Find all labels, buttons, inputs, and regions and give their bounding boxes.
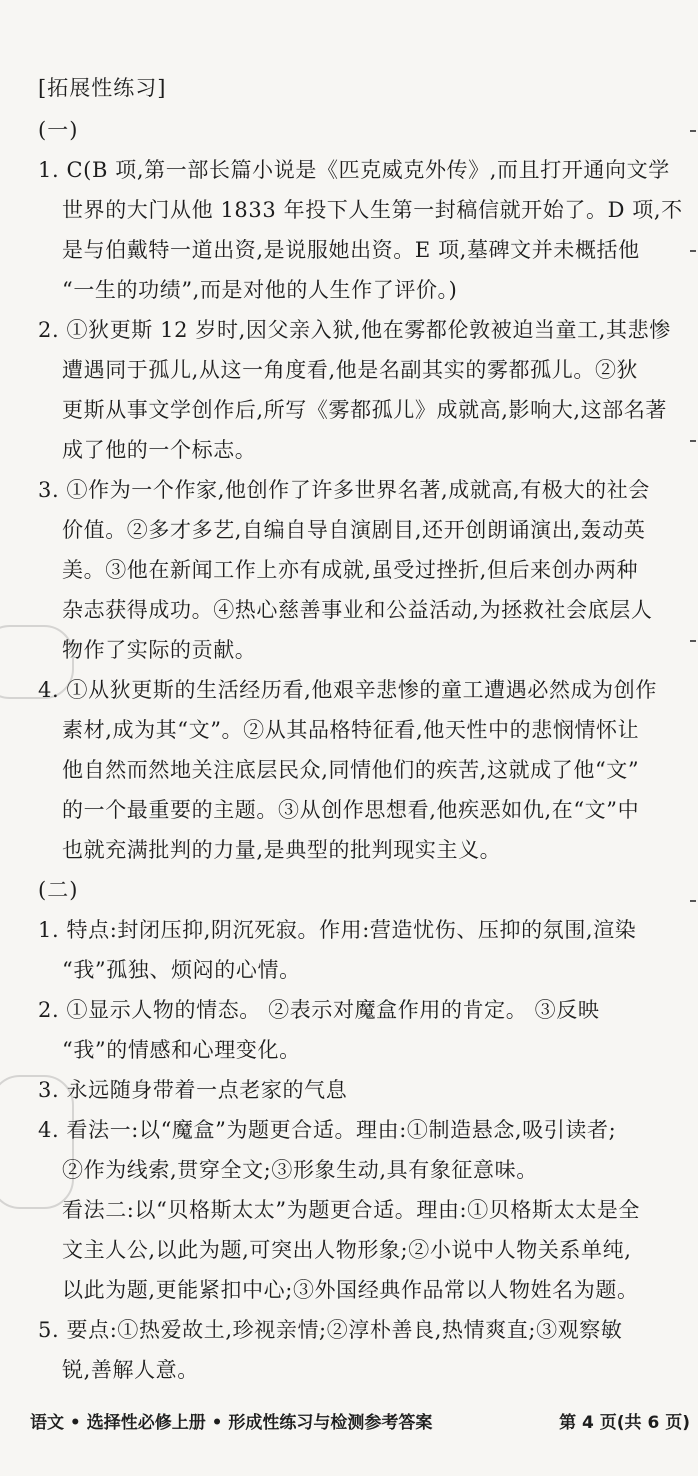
edge-mark <box>690 250 696 252</box>
answer-line: 1. C(B 项,第一部长篇小说是《匹克威克外传》,而且打开通向文学 <box>38 158 670 182</box>
answer-line: 2. ①狄更斯 12 岁时,因父亲入狱,他在雾都伦敦被迫当童工,其悲惨 <box>38 318 671 342</box>
answer-line: 以此为题,更能紧扣中心;③外国经典作品常以人物姓名为题。 <box>62 1278 639 1302</box>
answer-line: 成了他的一个标志。 <box>62 438 257 462</box>
answer-line: 4. 看法一:以“魔盒”为题更合适。理由:①制造悬念,吸引读者; <box>38 1118 617 1142</box>
answer-line: “我”孤独、烦闷的心情。 <box>62 958 301 982</box>
answer-line: 4. ①从狄更斯的生活经历看,他艰辛悲惨的童工遭遇必然成为创作 <box>38 678 657 702</box>
edge-mark <box>690 900 696 902</box>
answer-line: 文主人公,以此为题,可突出人物形象;②小说中人物关系单纯, <box>62 1238 632 1262</box>
answer-line: 3. 永远随身带着一点老家的气息 <box>38 1078 348 1102</box>
answer-line: 素材,成为其“文”。②从其品格特征看,他天性中的悲悯情怀让 <box>62 718 640 742</box>
answer-line: “一生的功绩”,而是对他的人生作了评价。) <box>62 278 458 302</box>
answer-line: 的一个最重要的主题。③从创作思想看,他疾恶如仇,在“文”中 <box>62 798 640 822</box>
answer-line: 更斯从事文学创作后,所写《雾都孤儿》成就高,影响大,这部名著 <box>62 398 668 422</box>
answer-line: 看法二:以“贝格斯太太”为题更合适。理由:①贝格斯太太是全 <box>62 1198 641 1222</box>
edge-mark <box>690 440 696 442</box>
answer-line: 3. ①作为一个作家,他创作了许多世界名著,成就高,有极大的社会 <box>38 478 650 502</box>
answer-line: 2. ①显示人物的情态。 ②表示对魔盒作用的肯定。 ③反映 <box>38 998 600 1022</box>
footer-book-title: 语文 • 选择性必修上册 • 形成性练习与检测参考答案 <box>30 1413 433 1433</box>
answer-line: 世界的大门从他 1833 年投下人生第一封稿信就开始了。D 项,不 <box>62 198 683 222</box>
answer-line: 物作了实际的贡献。 <box>62 638 257 662</box>
edge-mark <box>690 130 696 132</box>
answer-line: 他自然而然地关注底层民众,同情他们的疾苦,这就成了他“文” <box>62 758 640 782</box>
page-footer <box>30 1408 690 1433</box>
part2-heading: (二) <box>38 878 79 902</box>
edge-mark <box>690 640 696 642</box>
extension-heading: [拓展性练习] <box>38 76 167 100</box>
page-number: 第 4 页(共 6 页) <box>559 1413 690 1433</box>
answer-line: “我”的情感和心理变化。 <box>62 1038 301 1062</box>
answer-line: ②作为线索,贯穿全文;③形象生动,具有象征意味。 <box>62 1158 538 1182</box>
answer-line: 5. 要点:①热爱故土,珍视亲情;②淳朴善良,热情爽直;③观察敏 <box>38 1318 623 1342</box>
answer-line: 杂志获得成功。④热心慈善事业和公益活动,为拯救社会底层人 <box>62 598 653 622</box>
answer-line: 也就充满批判的力量,是典型的批判现实主义。 <box>62 838 502 862</box>
answer-line: 价值。②多才多艺,自编自导自演剧目,还开创朗诵演出,轰动英 <box>62 518 646 542</box>
answer-line: 是与伯戴特一道出资,是说服她出资。E 项,墓碑文并未概括他 <box>62 238 640 262</box>
answer-line: 遭遇同于孤儿,从这一角度看,他是名副其实的雾都孤儿。②狄 <box>62 358 639 382</box>
answer-line: 美。③他在新闻工作上亦有成就,虽受过挫折,但后来创办两种 <box>62 558 639 582</box>
answer-line: 1. 特点:封闭压抑,阴沉死寂。作用:营造忧伤、压抑的氛围,渲染 <box>38 918 637 942</box>
part1-heading: (一) <box>38 118 79 142</box>
answer-line: 锐,善解人意。 <box>62 1358 199 1382</box>
